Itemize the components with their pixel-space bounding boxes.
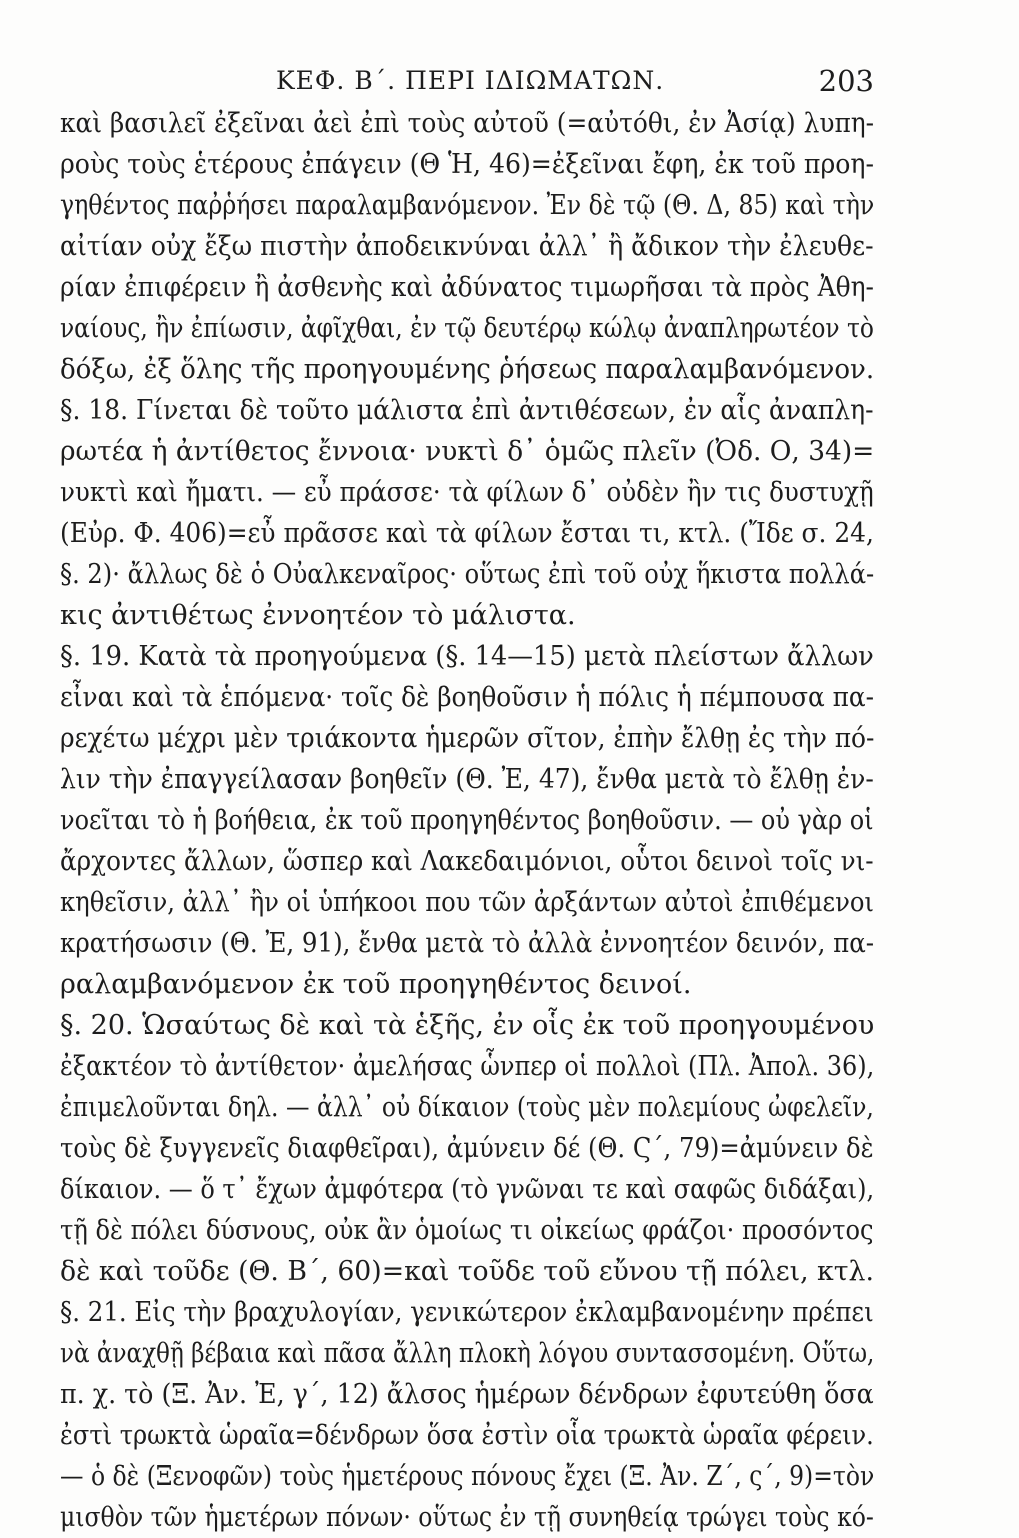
text-line: π. χ. τὸ (Ξ. Ἀν. Ἐ, γ΄, 12) ἄλσος ἡμέρων δένδρων ἐφυτεύθη ὅσα [60,1379,874,1410]
text-line: καὶ βασιλεῖ ἐξεῖναι ἀεὶ ἐπὶ τοὺς αὐτοῦ (=αὐτόθι, ἐν Ἀσίᾳ) λυπη- [60,108,875,139]
chapter-title: ΚΕΦ. Β΄. ΠΕΡΙ ΙΔΙΩΜΑΤΩΝ. [276,66,665,95]
section-heading-line: §. 18. Γίνεται δὲ τοῦτο μάλιστα ἐπὶ ἀντιθέσεων, ἐν αἷς ἀναπλη- [60,395,874,426]
text-line: τοὺς δὲ ξυγγενεῖς διαφθεῖραι), ἀμύνειν δέ (Θ. Ϛ΄, 79)=ἀμύνειν δὲ [60,1133,874,1164]
text-line: δόξω, ἐξ ὅλης τῆς προηγουμένης ῥήσεως παραλαμβανόμενον. [60,354,875,385]
text-line: ἐστὶ τρωκτὰ ὡραῖα=δένδρων ὅσα ἐστὶν οἷα τρωκτὰ ὡραῖα φέρειν. [60,1420,874,1451]
section-heading-line: §. 19. Κατὰ τὰ προηγούμενα (§. 14—15) μετὰ πλείστων ἄλλων [60,641,874,672]
text-line: γηθέντος παῤῥήσει παραλαμβανόμενον. Ἐν δὲ τῷ (Θ. Δ, 85) καὶ τὴν [60,190,875,221]
text-line: ναίους, ἢν ἐπίωσιν, ἀφῖχθαι, ἐν τῷ δευτέρῳ κώλῳ ἀναπληρωτέον τὸ [60,313,874,344]
text-line: κηθεῖσιν, ἀλλ᾽ ἢν οἱ ὑπήκοοι που τῶν ἀρξάντων αὐτοὶ ἐπιθέμενοι [60,887,874,918]
text-line: ρεχέτω μέχρι μὲν τριάκοντα ἡμερῶν σῖτον, ἐπὴν ἔλθῃ ἐς τὴν πό- [60,723,875,754]
text-line: ραλαμβανόμενον ἐκ τοῦ προηγηθέντος δεινοί. [60,969,692,1000]
text-line: δὲ καὶ τοῦδε (Θ. Β΄, 60)=καὶ τοῦδε τοῦ εὔνου τῇ πόλει, κτλ. [60,1256,874,1287]
text-line: ἄρχοντες ἄλλων, ὥσπερ καὶ Λακεδαιμόνιοι, οὗτοι δεινοὶ τοῖς νι- [60,846,874,877]
section-heading-line: §. 20. Ὡσαύτως δὲ καὶ τὰ ἑξῆς, ἐν οἷς ἐκ τοῦ προηγουμένου [60,1010,875,1041]
text-line: δίκαιον. — ὅ τ᾽ ἔχων ἀμφότερα (τὸ γνῶναι τε καὶ σαφῶς διδάξαι), [60,1174,875,1205]
text-line: ροὺς τοὺς ἑτέρους ἐπάγειν (Θ Ἡ, 46)=ἐξεῖναι ἔφη, ἐκ τοῦ προη- [60,149,874,180]
text-line: αἰτίαν οὐχ ἔξω πιστὴν ἀποδεικνύναι ἀλλ᾽ ἢ ἄδικον τὴν ἐλευθε- [60,231,874,262]
section-heading-line: §. 21. Εἰς τὴν βραχυλογίαν, γενικώτερον ἐκλαμβανομένην πρέπει [60,1297,874,1328]
text-line: κρατήσωσιν (Θ. Ἐ, 91), ἔνθα μετὰ τὸ ἀλλὰ ἐννοητέον δεινόν, πα- [60,928,875,959]
text-line: τῇ δὲ πόλει δύσνους, οὐκ ἂν ὁμοίως τι οἰκείως φράζοι· προσόντος [60,1215,874,1246]
text-line: ρίαν ἐπιφέρειν ἢ ἀσθενὴς καὶ ἀδύνατος τιμωρῆσαι τὰ πρὸς Ἀθη- [60,272,874,303]
text-line: (Εὐρ. Φ. 406)=εὖ πρᾶσσε καὶ τὰ φίλων ἔσται τι, κτλ. (Ἴδε σ. 24, [60,518,874,549]
text-line: νοεῖται τὸ ἡ βοήθεια, ἐκ τοῦ προηγηθέντος βοηθοῦσιν. — οὐ γὰρ οἱ [60,805,874,836]
running-head [60,64,874,100]
text-line: §. 2)· ἄλλως δὲ ὁ Οὐαλκεναῖρος· οὕτως ἐπὶ τοῦ οὐχ ἥκιστα πολλά- [60,559,875,590]
text-line: εἶναι καὶ τὰ ἑπόμενα· τοῖς δὲ βοηθοῦσιν ἡ πόλις ἡ πέμπουσα πα- [60,682,875,713]
text-line: νὰ ἀναχθῇ βέβαια καὶ πᾶσα ἄλλη πλοκὴ λόγου συντασσομένη. Οὕτω, [60,1338,875,1369]
text-line: κις ἀντιθέτως ἐννοητέον τὸ μάλιστα. [60,600,576,631]
text-line: νυκτὶ καὶ ἤματι. — εὖ πράσσε· τὰ φίλων δ᾽ οὐδὲν ἢν τις δυστυχῇ [60,477,874,508]
text-line: λιν τὴν ἐπαγγείλασαν βοηθεῖν (Θ. Ἐ, 47), ἔνθα μετὰ τὸ ἔλθῃ ἐν- [60,764,874,795]
text-line: ἐπιμελοῦνται δηλ. — ἀλλ᾽ οὐ δίκαιον (τοὺς μὲν πολεμίους ὠφελεῖν, [60,1092,874,1123]
text-line: — ὁ δὲ (Ξενοφῶν) τοὺς ἡμετέρους πόνους ἔχει (Ξ. Ἀν. Ζ΄, ς΄, 9)=τὸν [60,1461,875,1492]
text-line: μισθὸν τῶν ἡμετέρων πόνων· οὕτως ἐν τῇ συνηθείᾳ τρώγει τοὺς κό- [60,1502,874,1533]
text-line: ρωτέα ἡ ἀντίθετος ἔννοια· νυκτὶ δ᾽ ὁμῶς πλεῖν (Ὀδ. Ο, 34)= [60,436,875,467]
page-number: 203 [818,64,874,98]
text-line: ἐξακτέον τὸ ἀντίθετον· ἀμελήσας ὧνπερ οἱ πολλοὶ (Πλ. Ἀπολ. 36), [60,1051,875,1082]
